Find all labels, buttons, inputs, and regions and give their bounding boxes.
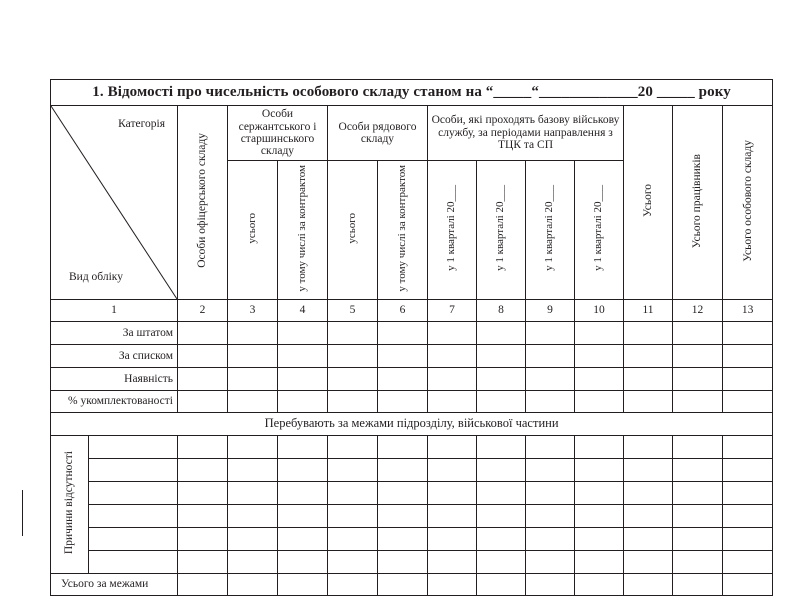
data-cell[interactable]: [575, 368, 624, 391]
data-cell[interactable]: [228, 322, 278, 345]
data-cell[interactable]: [673, 345, 723, 368]
vid-obliku-label: Вид обліку: [69, 270, 123, 283]
data-cell[interactable]: [624, 345, 673, 368]
data-cell[interactable]: [673, 368, 723, 391]
data-cell[interactable]: [278, 322, 328, 345]
absence-row: [51, 436, 773, 459]
data-cell[interactable]: [575, 436, 624, 459]
data-cell[interactable]: [477, 574, 526, 596]
data-cell[interactable]: [673, 459, 723, 482]
reason-cell[interactable]: [89, 436, 178, 459]
data-cell[interactable]: [673, 436, 723, 459]
column-number: 2: [178, 300, 228, 322]
data-cell[interactable]: [477, 482, 526, 505]
data-cell[interactable]: [378, 528, 428, 551]
data-cell[interactable]: [575, 574, 624, 596]
data-cell[interactable]: [428, 391, 477, 413]
column-number: 7: [428, 300, 477, 322]
data-cell[interactable]: [526, 459, 575, 482]
data-cell[interactable]: [673, 391, 723, 413]
data-cell[interactable]: [228, 436, 278, 459]
row-label-za-spyskom: За списком: [51, 345, 178, 368]
column-number: 4: [278, 300, 328, 322]
data-cell[interactable]: [278, 391, 328, 413]
data-cell[interactable]: [278, 482, 328, 505]
data-cell[interactable]: [526, 482, 575, 505]
data-cell[interactable]: [723, 482, 773, 505]
data-cell[interactable]: [428, 505, 477, 528]
data-cell[interactable]: [428, 459, 477, 482]
data-cell[interactable]: [378, 436, 428, 459]
data-cell[interactable]: [526, 551, 575, 574]
data-cell[interactable]: [723, 345, 773, 368]
data-cell[interactable]: [278, 345, 328, 368]
row-label-total-beyond: Усього за межами: [51, 574, 178, 596]
data-cell[interactable]: [526, 368, 575, 391]
data-cell[interactable]: [178, 345, 228, 368]
quarter-subheader-2: у 1 кварталі 20___: [477, 161, 526, 300]
data-cell[interactable]: [278, 574, 328, 596]
quarter-subheader-1: у 1 кварталі 20___: [428, 161, 477, 300]
data-cell[interactable]: [673, 551, 723, 574]
data-cell[interactable]: [723, 368, 773, 391]
quarter-subheader-3: у 1 кварталі 20___: [526, 161, 575, 300]
data-cell[interactable]: [673, 505, 723, 528]
data-cell[interactable]: [378, 368, 428, 391]
data-cell[interactable]: [378, 345, 428, 368]
data-cell[interactable]: [526, 345, 575, 368]
reason-cell[interactable]: [89, 459, 178, 482]
total-header: Усього: [624, 106, 673, 300]
data-cell[interactable]: [328, 459, 378, 482]
data-cell[interactable]: [428, 528, 477, 551]
reason-cell[interactable]: [89, 528, 178, 551]
reason-cell[interactable]: [89, 505, 178, 528]
column-number: 10: [575, 300, 624, 322]
private-total-subheader: усього: [328, 161, 378, 300]
data-cell[interactable]: [328, 322, 378, 345]
data-cell[interactable]: [526, 436, 575, 459]
data-cell[interactable]: [378, 505, 428, 528]
data-cell[interactable]: [228, 459, 278, 482]
absence-row: [51, 551, 773, 574]
data-cell[interactable]: [723, 436, 773, 459]
data-cell[interactable]: [178, 322, 228, 345]
officer-header: Особи офіцерського складу: [178, 106, 228, 300]
data-cell[interactable]: [228, 528, 278, 551]
data-cell[interactable]: [477, 391, 526, 413]
data-cell[interactable]: [378, 482, 428, 505]
workers-header: Усього працівників: [673, 106, 723, 300]
data-cell[interactable]: [278, 368, 328, 391]
row-label-nayavnist: Наявність: [51, 368, 178, 391]
data-cell[interactable]: [178, 574, 228, 596]
sergeant-contract-subheader: у тому числі за контрактом: [278, 161, 328, 300]
data-cell[interactable]: [378, 574, 428, 596]
private-contract-subheader: у тому числі за контрактом: [378, 161, 428, 300]
data-cell[interactable]: [378, 391, 428, 413]
margin-rule: [22, 490, 23, 536]
data-cell[interactable]: [526, 505, 575, 528]
column-number: 13: [723, 300, 773, 322]
sergeant-header: Особи сержантського і старшинського складу: [228, 106, 328, 161]
data-cell[interactable]: [526, 528, 575, 551]
quarter-subheader-4: у 1 кварталі 20___: [575, 161, 624, 300]
data-cell[interactable]: [328, 551, 378, 574]
data-cell[interactable]: [178, 551, 228, 574]
absence-reasons-label: Причини відсутності: [51, 436, 89, 574]
data-cell[interactable]: [673, 528, 723, 551]
data-cell[interactable]: [624, 482, 673, 505]
table-row: [51, 574, 773, 596]
data-cell[interactable]: [328, 436, 378, 459]
data-cell[interactable]: [526, 391, 575, 413]
data-cell[interactable]: [673, 574, 723, 596]
data-cell[interactable]: [624, 505, 673, 528]
data-cell[interactable]: [378, 551, 428, 574]
table-row: [51, 391, 773, 413]
data-cell[interactable]: [278, 459, 328, 482]
reason-cell[interactable]: [89, 482, 178, 505]
data-cell[interactable]: [673, 482, 723, 505]
data-cell[interactable]: [428, 482, 477, 505]
data-cell[interactable]: [575, 345, 624, 368]
data-cell[interactable]: [723, 459, 773, 482]
data-cell[interactable]: [477, 528, 526, 551]
data-cell[interactable]: [428, 368, 477, 391]
data-cell[interactable]: [624, 436, 673, 459]
data-cell[interactable]: [575, 482, 624, 505]
data-cell[interactable]: [575, 551, 624, 574]
data-cell[interactable]: [228, 482, 278, 505]
data-cell[interactable]: [328, 368, 378, 391]
data-cell[interactable]: [526, 322, 575, 345]
total-personnel-header: Усього особового складу: [723, 106, 773, 300]
data-cell[interactable]: [575, 459, 624, 482]
absence-row: [51, 528, 773, 551]
column-number: 3: [228, 300, 278, 322]
column-number: 11: [624, 300, 673, 322]
data-cell[interactable]: [526, 574, 575, 596]
data-cell[interactable]: [624, 391, 673, 413]
data-cell[interactable]: [278, 528, 328, 551]
data-cell[interactable]: [624, 459, 673, 482]
data-cell[interactable]: [723, 505, 773, 528]
column-number: 8: [477, 300, 526, 322]
data-cell[interactable]: [178, 505, 228, 528]
data-cell[interactable]: [228, 345, 278, 368]
data-cell[interactable]: [428, 551, 477, 574]
data-cell[interactable]: [624, 574, 673, 596]
data-cell[interactable]: [228, 505, 278, 528]
data-cell[interactable]: [328, 505, 378, 528]
data-cell[interactable]: [477, 551, 526, 574]
table-row: [51, 322, 773, 345]
table-row: [51, 345, 773, 368]
data-cell[interactable]: [228, 574, 278, 596]
data-cell[interactable]: [378, 322, 428, 345]
data-cell[interactable]: [328, 528, 378, 551]
column-number: 1: [51, 300, 178, 322]
row-label-ukomplektovanist: % укомплектованості: [51, 391, 178, 413]
data-cell[interactable]: [178, 528, 228, 551]
data-cell[interactable]: [278, 505, 328, 528]
data-cell[interactable]: [723, 391, 773, 413]
data-cell[interactable]: [477, 459, 526, 482]
data-cell[interactable]: [328, 345, 378, 368]
private-header: Особи рядового складу: [328, 106, 428, 161]
data-cell[interactable]: [575, 322, 624, 345]
data-cell[interactable]: [723, 528, 773, 551]
data-cell[interactable]: [428, 345, 477, 368]
personnel-form-table: [50, 79, 773, 596]
data-cell[interactable]: [328, 391, 378, 413]
data-cell[interactable]: [178, 436, 228, 459]
absence-row: [51, 459, 773, 482]
data-cell[interactable]: [178, 368, 228, 391]
data-cell[interactable]: [228, 391, 278, 413]
reason-cell[interactable]: [89, 551, 178, 574]
basic-service-header: Особи, які проходять базову військову службу, за періодами направлення з ТЦК та СП: [428, 106, 624, 161]
data-cell[interactable]: [624, 528, 673, 551]
column-number: 6: [378, 300, 428, 322]
data-cell[interactable]: [378, 459, 428, 482]
data-cell[interactable]: [428, 322, 477, 345]
data-cell[interactable]: [477, 322, 526, 345]
column-numbers-row: [51, 300, 773, 322]
form-title: 1. Відомості про чисельність особового складу станом на “_____“_____________20 _____ року: [51, 80, 773, 106]
sergeant-total-subheader: усього: [228, 161, 278, 300]
table-row: [51, 368, 773, 391]
data-cell[interactable]: [624, 551, 673, 574]
data-cell[interactable]: [228, 368, 278, 391]
data-cell[interactable]: [723, 551, 773, 574]
data-cell[interactable]: [178, 459, 228, 482]
section-beyond-heading: Перебувають за межами підрозділу, військової частини: [51, 413, 773, 436]
absence-row: [51, 505, 773, 528]
data-cell[interactable]: [428, 436, 477, 459]
row-label-za-shtatom: За штатом: [51, 322, 178, 345]
data-cell[interactable]: [723, 574, 773, 596]
data-cell[interactable]: [178, 482, 228, 505]
data-cell[interactable]: [575, 505, 624, 528]
data-cell[interactable]: [178, 391, 228, 413]
column-number: 12: [673, 300, 723, 322]
data-cell[interactable]: [477, 345, 526, 368]
data-cell[interactable]: [723, 322, 773, 345]
column-number: 5: [328, 300, 378, 322]
absence-row: [51, 482, 773, 505]
category-label: Категорія: [118, 118, 165, 130]
data-cell[interactable]: [673, 322, 723, 345]
data-cell[interactable]: [228, 551, 278, 574]
data-cell[interactable]: [575, 528, 624, 551]
category-vid-header: [51, 106, 178, 300]
data-cell[interactable]: [328, 482, 378, 505]
data-cell[interactable]: [477, 368, 526, 391]
data-cell[interactable]: [428, 574, 477, 596]
data-cell[interactable]: [328, 574, 378, 596]
data-cell[interactable]: [624, 322, 673, 345]
data-cell[interactable]: [477, 436, 526, 459]
column-number: 9: [526, 300, 575, 322]
data-cell[interactable]: [575, 391, 624, 413]
data-cell[interactable]: [477, 505, 526, 528]
data-cell[interactable]: [278, 436, 328, 459]
data-cell[interactable]: [624, 368, 673, 391]
data-cell[interactable]: [278, 551, 328, 574]
